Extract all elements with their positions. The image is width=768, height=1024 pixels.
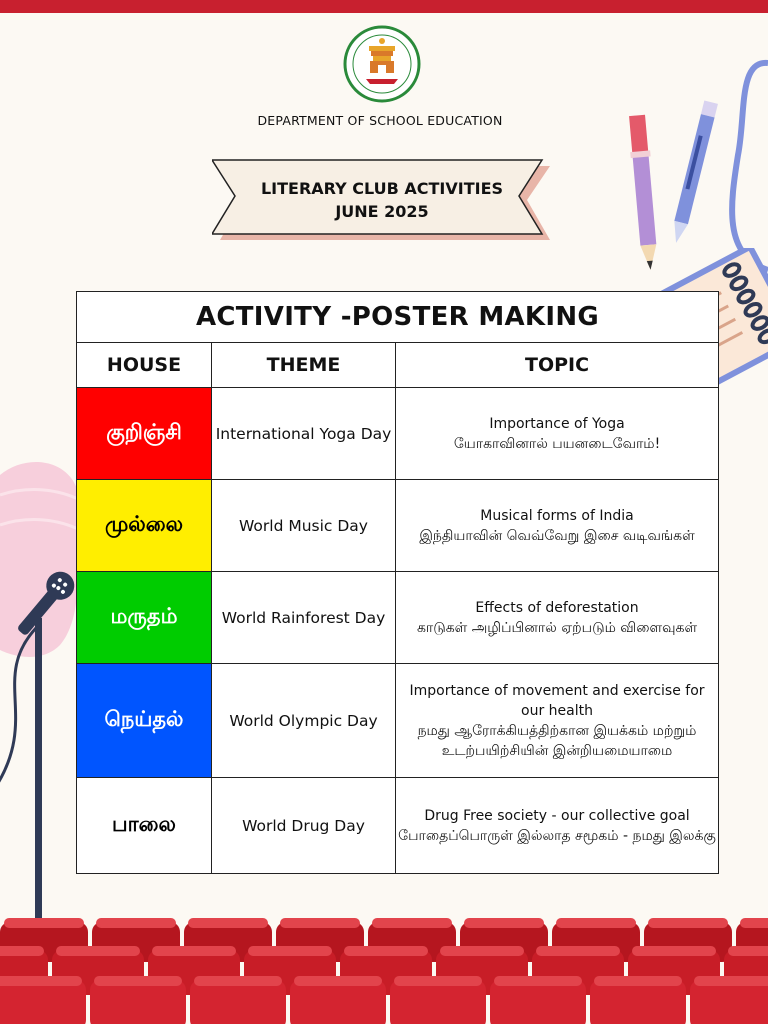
table-row — [77, 572, 719, 664]
theme-cell: International Yoga Day — [212, 388, 396, 480]
banner-line-2: JUNE 2025 — [335, 202, 429, 221]
theme-cell: World Olympic Day — [212, 664, 396, 778]
table-row — [77, 664, 719, 778]
theater-seat-top — [0, 946, 44, 956]
theater-seat-top — [96, 918, 176, 928]
house-cell: பாலை — [77, 778, 212, 874]
theater-seat-top — [280, 918, 360, 928]
department-name: DEPARTMENT OF SCHOOL EDUCATION — [257, 113, 503, 128]
banner-line-1: LITERARY CLUB ACTIVITIES — [260, 179, 504, 198]
theater-seat-top — [94, 976, 182, 986]
theater-seat-top — [372, 918, 452, 928]
theater-seat-top — [394, 976, 482, 986]
theater-seat — [90, 980, 186, 1024]
table-row — [77, 480, 719, 572]
theater-seat — [290, 980, 386, 1024]
theater-seat — [0, 980, 86, 1024]
theater-seat-top — [0, 976, 82, 986]
tamil-nadu-emblem-icon — [342, 24, 422, 104]
topic-cell — [396, 572, 719, 664]
theater-seat — [390, 980, 486, 1024]
topic-cell — [396, 388, 719, 480]
theater-seat-top — [464, 918, 544, 928]
notebook-strap — [718, 55, 768, 275]
theme-cell: World Drug Day — [212, 778, 396, 874]
topic-tamil: இந்தியாவின் வெவ்வேறு இசை வடிவங்கள் — [419, 527, 695, 544]
house-cell: மருதம் — [77, 572, 212, 664]
column-header-theme: THEME — [212, 343, 396, 388]
theater-seat-top — [440, 946, 524, 956]
theater-seat — [590, 980, 686, 1024]
theater-seat-top — [594, 976, 682, 986]
pen-icon — [668, 95, 718, 260]
topic-tamil: நமது ஆரோக்கியத்திற்கான இயக்கம் மற்றும் உடற்பயிற்சியின் இன்றியமையாமை — [417, 722, 697, 759]
theater-seat-top — [294, 976, 382, 986]
house-cell: குறிஞ்சி — [77, 388, 212, 480]
theater-seat-top — [494, 976, 582, 986]
theater-seat — [690, 980, 768, 1024]
topic-english: Musical forms of India — [480, 507, 634, 524]
column-header-topic: TOPIC — [396, 343, 719, 388]
theater-seat-top — [694, 976, 768, 986]
theater-seat-top — [194, 976, 282, 986]
theater-seat-top — [556, 918, 636, 928]
banner-text — [212, 177, 552, 223]
theme-cell: World Rainforest Day — [212, 572, 396, 664]
theater-seat-top — [248, 946, 332, 956]
topic-tamil: போதைப்பொருள் இல்லாத சமூகம் - நமது இலக்கு — [398, 827, 716, 844]
theater-seat — [190, 980, 286, 1024]
topic-tamil: யோகாவினால் பயனடைவோம்! — [453, 435, 661, 452]
theater-seat-top — [728, 946, 768, 956]
topic-cell — [396, 480, 719, 572]
house-cell: முல்லை — [77, 480, 212, 572]
theater-seat-top — [536, 946, 620, 956]
table-header-row — [77, 343, 719, 388]
theater-seat-top — [632, 946, 716, 956]
topic-tamil: காடுகள் அழிப்பினால் ஏற்படும் விளைவுகள் — [416, 619, 698, 636]
theme-cell: World Music Day — [212, 480, 396, 572]
topic-english: Drug Free society - our collective goal — [424, 807, 690, 824]
table-title: ACTIVITY -POSTER MAKING — [77, 292, 719, 343]
topic-english: Importance of Yoga — [489, 415, 625, 432]
table-row — [77, 388, 719, 480]
theater-seats-icon — [0, 900, 768, 1024]
house-cell: நெய்தல் — [77, 664, 212, 778]
theater-seat-top — [344, 946, 428, 956]
theater-seat — [490, 980, 586, 1024]
table-row — [77, 778, 719, 874]
theater-seat-top — [4, 918, 84, 928]
activity-table — [76, 291, 719, 874]
topic-cell — [396, 664, 719, 778]
theater-seat-top — [740, 918, 768, 928]
topic-cell — [396, 778, 719, 874]
topic-english: Effects of deforestation — [475, 599, 639, 616]
theater-seat-top — [56, 946, 140, 956]
topic-english: Importance of movement and exercise for our health — [409, 682, 705, 719]
theater-seat-top — [648, 918, 728, 928]
theater-seat-top — [188, 918, 268, 928]
column-header-house: HOUSE — [77, 343, 212, 388]
theater-seat-top — [152, 946, 236, 956]
top-bar — [0, 0, 768, 13]
